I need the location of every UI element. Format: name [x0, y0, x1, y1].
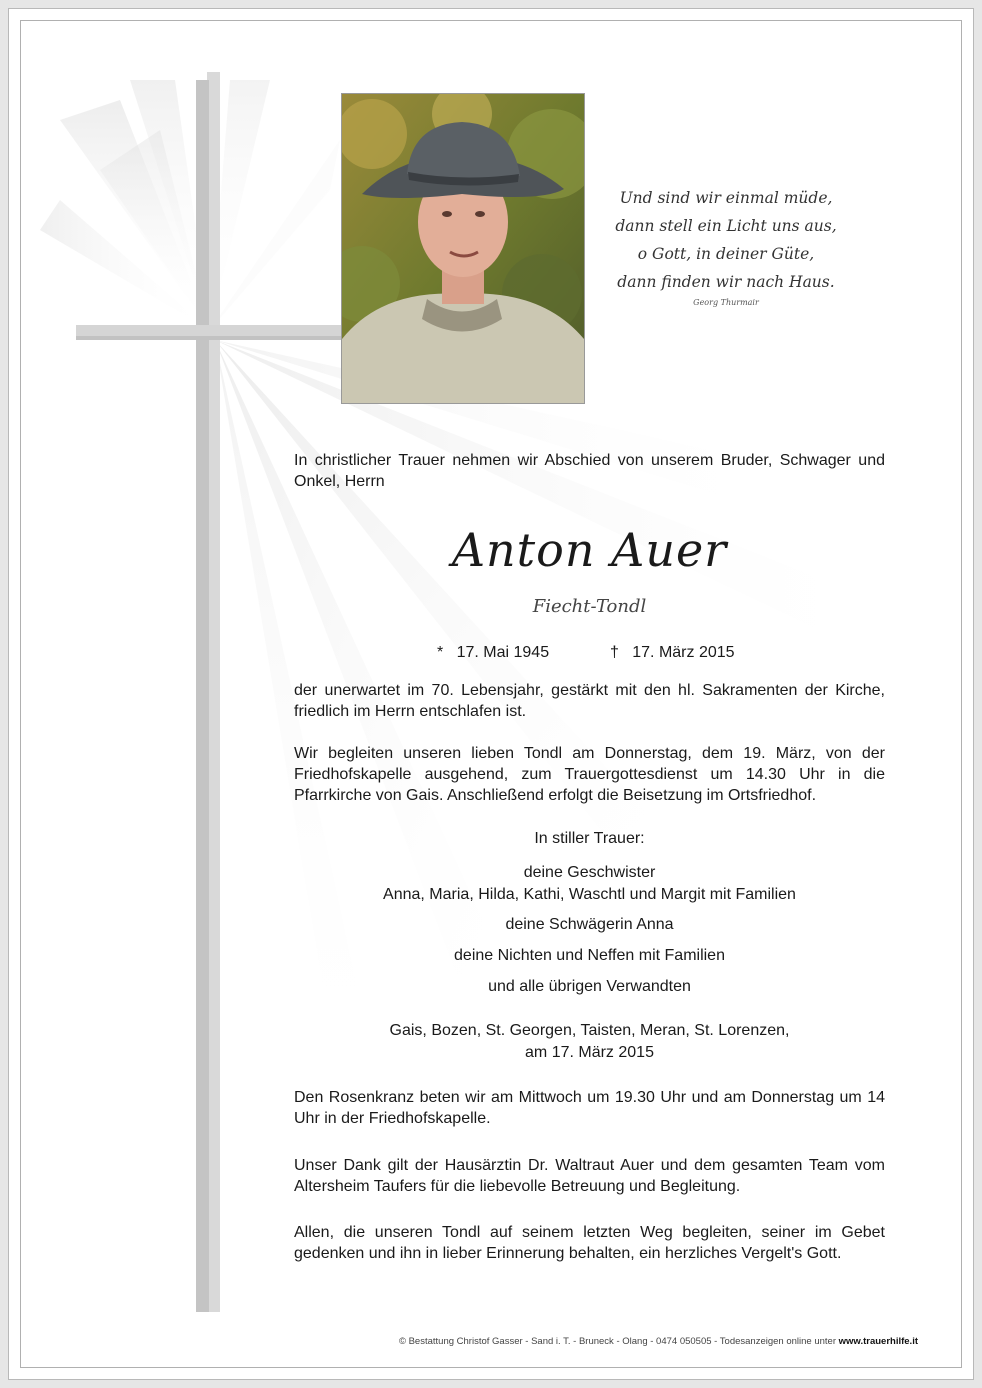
footer: [294, 1336, 918, 1347]
poem-line: dann stell ein Licht uns aus,: [615, 217, 837, 235]
mourners-nieces: deine Nichten und Neffen mit Familien: [454, 947, 725, 964]
rosary-text: Den Rosenkranz beten wir am Mittwoch um 19.30 Uhr und am Donnerstag um 14 Uhr in der Friedhofskapelle.: [294, 1089, 885, 1127]
deceased-nickname: Fiecht-Tondl: [532, 596, 647, 617]
mourners-sister-in-law: deine Schwägerin Anna: [505, 916, 674, 933]
footer-text: © Bestattung Christof Gasser - Sand i. T. - Bruneck - Olang - 0474 050505 - Todesanzeigen online unter: [398, 1336, 836, 1347]
place-line: Gais, Bozen, St. Georgen, Taisten, Meran, St. Lorenzen,: [389, 1022, 790, 1039]
poem-line: o Gott, in deiner Güte,: [637, 245, 815, 263]
funeral-text: Wir begleiten unseren lieben Tondl am Donnerstag, dem 19. März, von der Friedhofskapelle ausgehend, zum Trauergottesdienst um 14.30 Uhr in die Pfarrkirche von Gais. Anschließend erfolgt die Beisetzung im Ortsfriedhof.: [294, 745, 885, 804]
closing-text: Allen, die unseren Tondl auf seinem letzten Weg begleiten, seiner im Gebet gedenken und ihn in lieber Erinnerung behalten, ein herzliches Vergelt's Gott.: [294, 1224, 885, 1262]
death-symbol: †: [610, 644, 619, 661]
date-line: am 17. März 2015: [525, 1044, 654, 1061]
intro-text: In christlicher Trauer nehmen wir Abschied von unserem Bruder, Schwager und Onkel, Herrn: [294, 452, 885, 490]
deceased-name: Anton Auer: [451, 523, 728, 577]
mourners-siblings-label: deine Geschwister: [523, 864, 656, 881]
death-date-value: 17. März 2015: [632, 644, 735, 661]
poem-line: dann finden wir nach Haus.: [617, 273, 835, 291]
poem-quote: [596, 184, 856, 310]
birth-symbol: *: [437, 644, 444, 661]
passing-text: der unerwartet im 70. Lebensjahr, gestärkt mit den hl. Sakramenten der Kirche, friedlich im Herrn entschlafen ist.: [294, 682, 885, 720]
birth-date-value: 17. Mai 1945: [456, 644, 550, 661]
mourners-relatives: und alle übrigen Verwandten: [488, 978, 691, 995]
mourners-siblings: Anna, Maria, Hilda, Kathi, Waschtl und Margit mit Familien: [383, 886, 796, 903]
thanks-text: Unser Dank gilt der Hausärztin Dr. Waltraut Auer und dem gesamten Team vom Altersheim Taufers für die liebevolle Betreuung und Begleitung.: [294, 1157, 885, 1195]
footer-link[interactable]: www.trauerhilfe.it: [838, 1336, 918, 1347]
poem-line: Und sind wir einmal müde,: [619, 189, 833, 207]
birth-date: [437, 642, 549, 663]
death-date: [610, 642, 735, 663]
mourners-heading: In stiller Trauer:: [534, 830, 645, 847]
portrait-illustration: [342, 94, 584, 403]
poem-author: Georg Thurmair: [693, 298, 759, 307]
portrait-photo: [341, 93, 585, 404]
